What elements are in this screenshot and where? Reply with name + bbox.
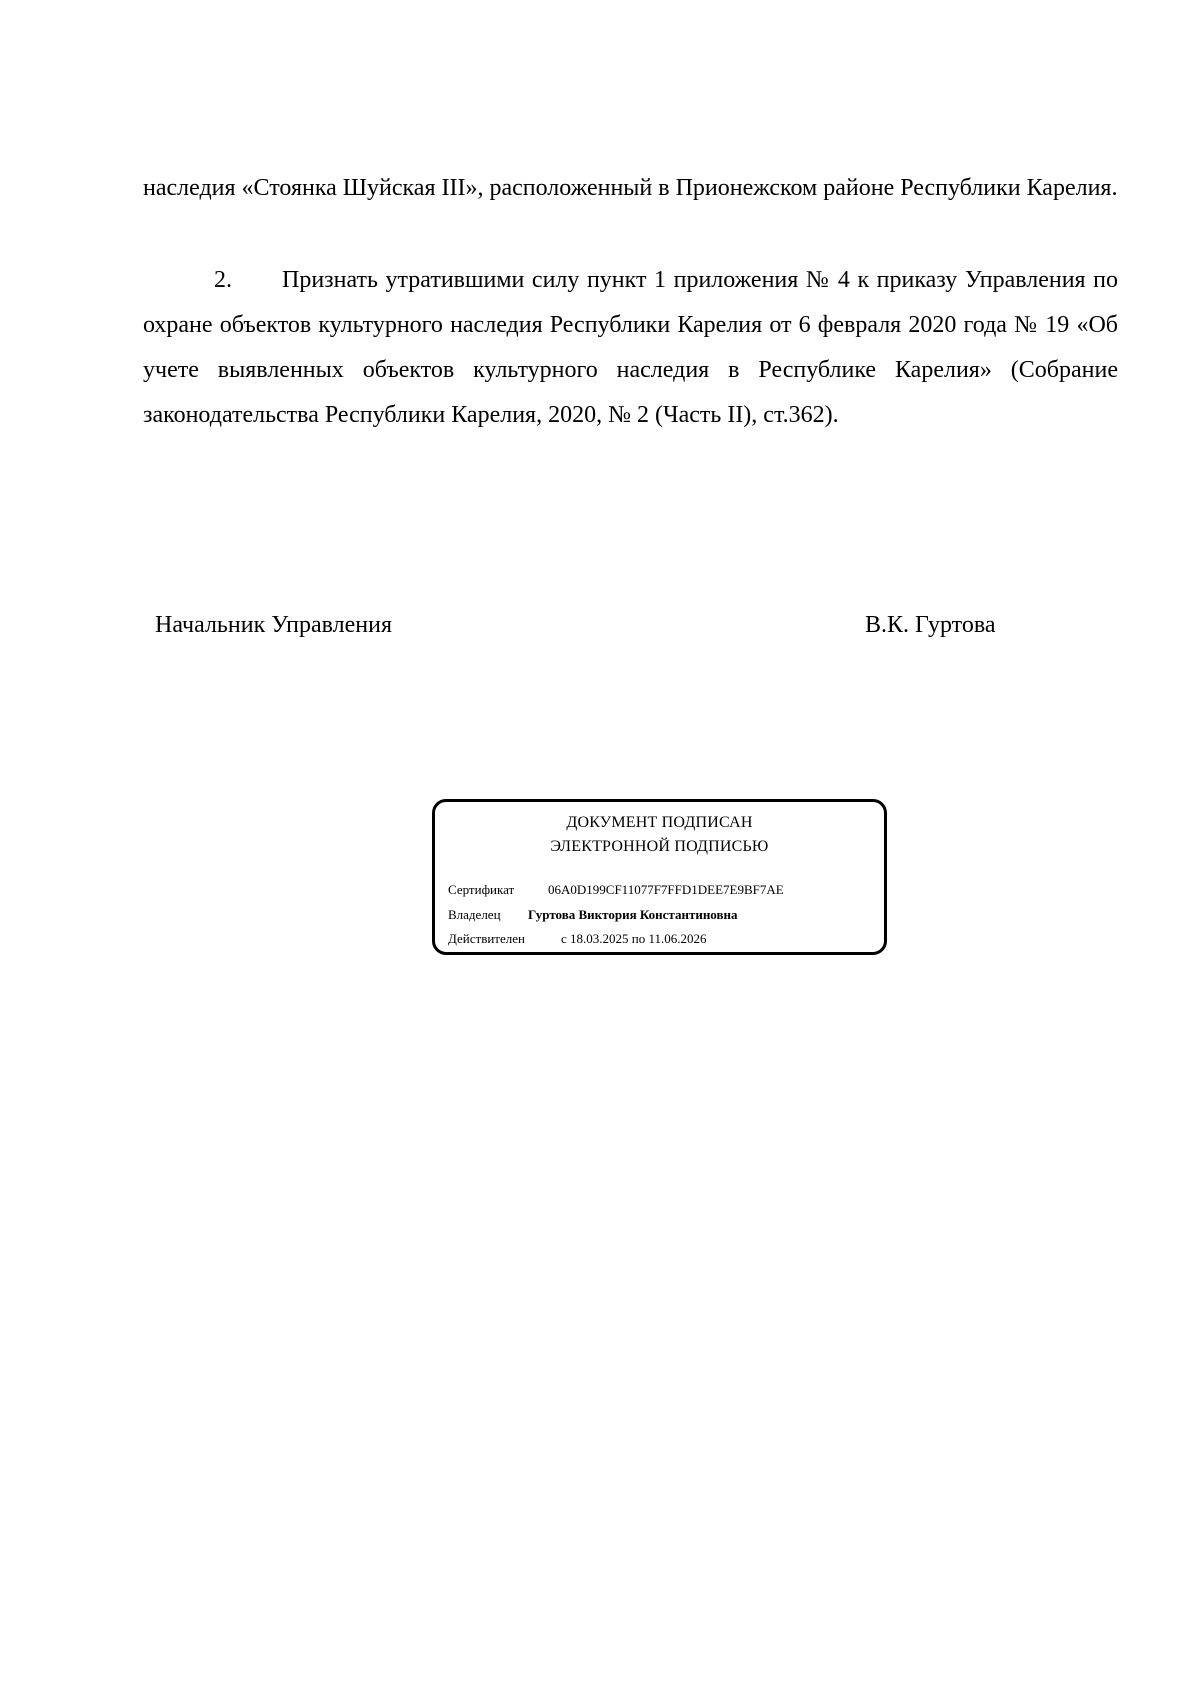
body-paragraph-1: наследия «Стоянка Шуйская III», расположенный в Прионежском районе Республики Карелия. — [143, 175, 1118, 201]
stamp-row-certificate — [448, 881, 784, 899]
certificate-value: 06A0D199CF11077F7FFD1DEE7E9BF7AE — [548, 882, 784, 897]
paragraph-number: 2. — [214, 267, 232, 293]
certificate-label: Сертификат — [448, 882, 515, 897]
stamp-header-line-1: ДОКУМЕНТ ПОДПИСАН — [566, 814, 753, 831]
validity-label: Действителен — [448, 931, 525, 946]
body-paragraph-2 — [143, 258, 1118, 438]
owner-value: Гуртова Виктория Константиновна — [528, 907, 738, 922]
stamp-row-owner — [448, 906, 738, 924]
stamp-header-line-2: ЭЛЕКТРОННОЙ ПОДПИСЬЮ — [550, 838, 769, 855]
owner-label: Владелец — [448, 907, 501, 922]
signatory-name: В.К. Гуртова — [865, 612, 996, 638]
validity-value: с 18.03.2025 по 11.06.2026 — [561, 931, 707, 946]
signatory-position: Начальник Управления — [155, 612, 392, 638]
electronic-signature-stamp — [432, 799, 887, 955]
stamp-row-validity — [448, 930, 707, 948]
paragraph-2-text: Признать утратившими силу пункт 1 приложения № 4 к приказу Управления по охране объектов культурного наследия Республики Карелия от 6 февраля 2020 года № 19 «Об учете выявленных объектов культурного наследия в Республике Карелия» (Собрание законодательства Республики Карелия, 2020, № 2 (Часть II), ст.362). — [143, 267, 1118, 428]
